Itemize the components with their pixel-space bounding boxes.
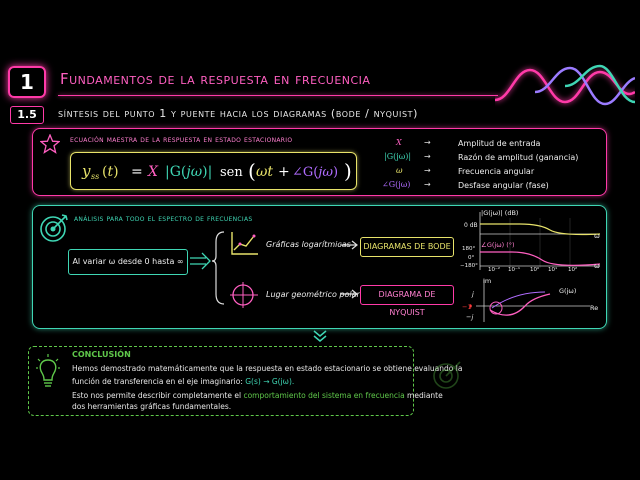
bode-omega-mag: ω — [594, 232, 600, 240]
def-arrow-gain: → — [424, 152, 431, 161]
def-symbol-x: X — [396, 138, 402, 147]
nyquist-curve-label: G(jω) — [559, 287, 577, 295]
svg-text:+: + — [278, 164, 290, 180]
conclusion-line-1: Hemos demostrado matemáticamente que la respuesta en estado estacionario se obtiene evaluando la — [72, 364, 463, 373]
chevron-down-icon — [312, 329, 328, 343]
bode-phase-tick-0: 0° — [468, 255, 475, 261]
bode-phase-tick-neg180: −180° — [460, 263, 478, 269]
bode-freq-tick-1: 10⁻² — [488, 267, 501, 273]
conclusion-line-3-end: mediante — [404, 391, 443, 400]
svg-text:): ) — [344, 159, 352, 183]
wave-decoration — [495, 62, 635, 112]
nyquist-minus-one-label: −1 — [462, 303, 472, 311]
page-title: Fundamentos de la respuesta en frecuencia — [60, 70, 371, 88]
def-meaning-omega: Frecuencia angular — [458, 167, 535, 176]
svg-text:=: = — [131, 164, 143, 180]
subsection-number-badge: 1.5 — [10, 106, 44, 124]
title-underline — [58, 95, 498, 96]
svg-text:ωt: ωt — [256, 164, 274, 180]
master-equation — [72, 152, 354, 188]
svg-text:X: X — [148, 164, 158, 180]
conclusion-heading: CONCLUSIÓN — [72, 350, 131, 359]
def-symbol-phase: ∠G(jω) — [382, 180, 411, 189]
branch-arrows — [188, 228, 228, 308]
conclusion-line-2-formula: G(s) → G(jω). — [245, 377, 295, 386]
def-arrow-x: → — [424, 138, 431, 147]
svg-text:y: y — [82, 162, 91, 180]
svg-text:|G(jω)|: |G(jω)| — [165, 164, 213, 180]
svg-text:∠G(jω): ∠G(jω) — [292, 165, 339, 180]
conclusion-line-3-highlight: comportamiento del sistema en frecuencia — [243, 391, 405, 400]
svg-text:(t): (t) — [102, 164, 119, 180]
subsection-title: síntesis del punto 1 y puente hacia los diagramas (bode / nyquist) — [58, 107, 419, 120]
polar-plot-icon — [228, 280, 260, 310]
conclusion-line-3-text: Esto nos permite describir completamente el — [72, 391, 244, 400]
star-icon — [40, 134, 60, 154]
faded-target-icon — [430, 358, 464, 392]
lightbulb-icon — [34, 354, 62, 390]
spectrum-panel-heading: análisis para todo el espectro de frecuencias — [74, 214, 253, 223]
bode-arrow — [340, 240, 360, 250]
bode-freq-tick-2: 10⁻¹ — [508, 267, 521, 273]
bode-phase-tick-180: 180° — [462, 246, 476, 252]
bode-omega-phase: ω — [594, 262, 600, 270]
def-meaning-gain: Razón de amplitud (ganancia) — [458, 153, 579, 162]
nyquist-arrow — [340, 289, 360, 299]
bode-freq-tick-3: 10⁰ — [530, 267, 540, 273]
section-number-badge: 1 — [8, 66, 46, 98]
conclusion-line-3 — [72, 391, 443, 400]
bode-freq-tick-4: 10¹ — [548, 267, 558, 273]
conclusion-line-2 — [72, 377, 294, 386]
nyquist-minus-j-label: −j — [466, 313, 474, 321]
def-arrow-omega: → — [424, 166, 431, 175]
vary-omega-box: Al variar ω desde 0 hasta ∞ — [68, 249, 188, 275]
bode-mag-label: |G(jω)| (dB) — [481, 209, 519, 217]
target-icon — [38, 212, 70, 244]
nyquist-im-label: Im — [483, 277, 492, 285]
svg-text:(: ( — [248, 159, 256, 183]
def-arrow-phase: → — [424, 180, 431, 189]
bode-phase-label: ∠G(jω) (°) — [481, 241, 515, 249]
def-meaning-phase: Desfase angular (fase) — [458, 181, 549, 190]
equation-panel-heading: ecuación maestra de la respuesta en estado estacionario — [70, 135, 293, 144]
log-graph-icon — [228, 230, 260, 258]
def-symbol-gain: |G(jω)| — [384, 152, 412, 161]
bode-freq-tick-5: 10² — [568, 267, 578, 273]
bode-mag-tick: 0 dB — [464, 222, 478, 229]
conclusion-line-4: dos herramientas gráficas fundamentales. — [72, 402, 232, 411]
nyquist-j-label: j — [472, 290, 474, 298]
svg-text:sen: sen — [220, 165, 243, 180]
nyquist-branch-label: Lugar geométrico polar — [266, 290, 360, 299]
def-symbol-omega: ω — [396, 166, 403, 175]
conclusion-line-2-text: función de transferencia en el eje imaginario: — [72, 377, 246, 386]
bode-branch-label: Gráficas logarítmicas — [266, 240, 351, 249]
nyquist-diagram-box: DIAGRAMA DE NYQUIST — [360, 285, 454, 305]
svg-text:ss: ss — [91, 172, 100, 181]
nyquist-re-label: Re — [590, 304, 599, 312]
bode-diagram-box: DIAGRAMAS DE BODE — [360, 237, 454, 257]
def-meaning-x: Amplitud de entrada — [458, 139, 541, 148]
